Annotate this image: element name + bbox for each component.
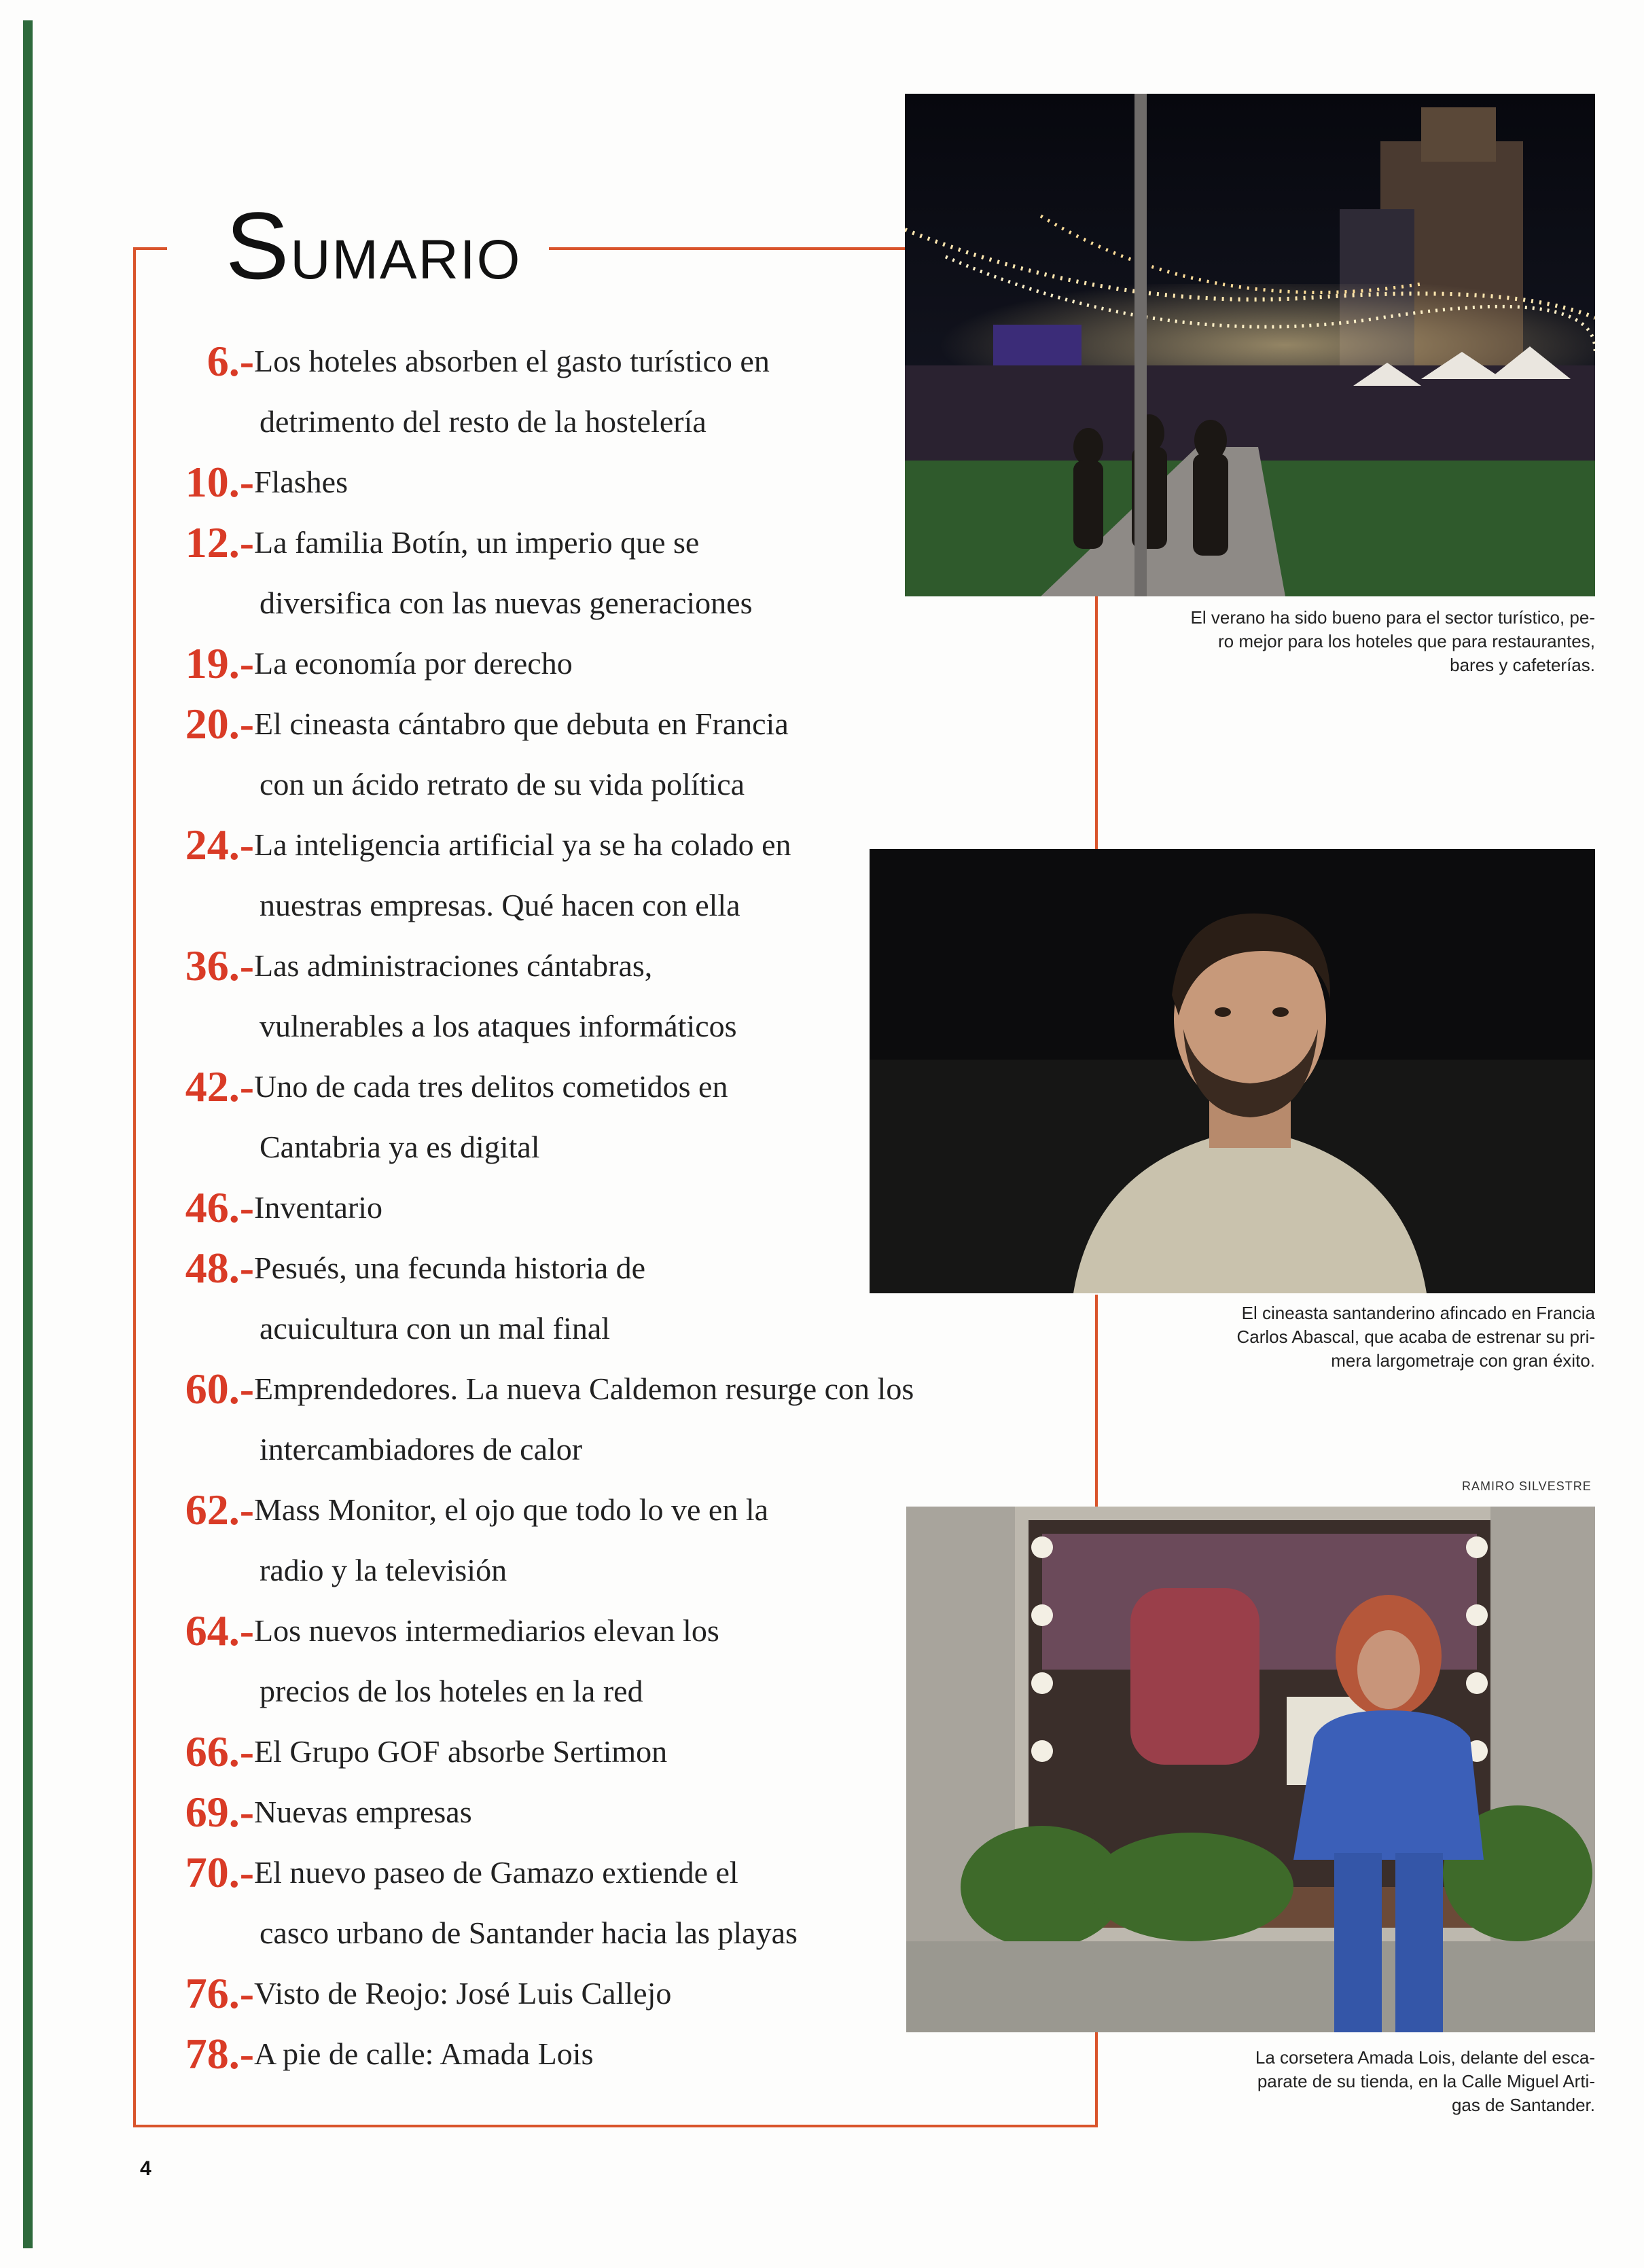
photo-filmmaker-portrait: [870, 849, 1595, 1293]
toc-title-line: vulnerables a los ataques informáticos: [260, 1009, 737, 1043]
toc-title-line: Mass Monitor, el ojo que todo lo ve en la: [254, 1492, 769, 1527]
toc-entry: [158, 1359, 1095, 1480]
caption-line: parate de su tienda, en la Calle Miguel Arti-: [1257, 2071, 1595, 2091]
frame-top-right: [549, 247, 908, 250]
toc-title-line: Los hoteles absorben el gasto turístico en: [254, 344, 770, 378]
toc-title-line: Los nuevos intermediarios elevan los: [254, 1613, 719, 1648]
toc-title-line: intercambiadores de calor: [260, 1432, 583, 1466]
photo-credit: RAMIRO SILVESTRE: [1462, 1479, 1592, 1493]
toc-title-line: Pesués, una fecunda historia de: [254, 1250, 646, 1285]
toc-title-line: Inventario: [254, 1190, 383, 1225]
toc-page-number: 42.-: [185, 1062, 254, 1111]
toc-title-line: Flashes: [254, 465, 348, 499]
toc-title-line: con un ácido retrato de su vida política: [260, 767, 745, 802]
toc-page-number: 19.-: [185, 639, 254, 687]
toc-page-number: 66.-: [185, 1727, 254, 1776]
caption-line: El verano ha sido bueno para el sector turístico, pe-: [1190, 607, 1595, 628]
toc-title-line: Visto de Reojo: José Luis Callejo: [254, 1976, 672, 2011]
toc-title-line: casco urbano de Santander hacia las playas: [260, 1915, 798, 1950]
caption-line: bares y cafeterías.: [1450, 655, 1595, 675]
toc-title-line: La familia Botín, un imperio que se: [254, 525, 700, 560]
toc-title-line: Uno de cada tres delitos cometidos en: [254, 1069, 728, 1104]
spine-bar: [23, 20, 33, 2248]
title-rest: UMARIO: [290, 229, 522, 291]
caption-line: gas de Santander.: [1451, 2095, 1595, 2115]
caption-line: Carlos Abascal, que acaba de estrenar su pri-: [1236, 1327, 1595, 1347]
page-title: [216, 192, 531, 299]
toc-page-number: 12.-: [185, 518, 254, 566]
toc-page-number: 10.-: [185, 458, 254, 506]
caption-line: La corsetera Amada Lois, delante del esca-: [1255, 2047, 1595, 2068]
toc-title-line: A pie de calle: Amada Lois: [254, 2036, 594, 2071]
toc-entry: [158, 634, 1095, 694]
caption-filmmaker: [978, 1301, 1595, 1373]
toc-title-line: nuestras empresas. Qué hacen con ella: [260, 888, 740, 922]
toc-page-number: 76.-: [185, 1969, 254, 2017]
toc-page-number: 36.-: [185, 941, 254, 990]
toc-page-number: 48.-: [185, 1244, 254, 1292]
caption-line: ro mejor para los hoteles que para restaurantes,: [1218, 631, 1595, 651]
toc-title-line: El cineasta cántabro que debuta en Francia: [254, 706, 789, 741]
shopfront-illustration: [906, 1507, 1595, 2032]
frame-left: [133, 247, 136, 2127]
toc-title-line: Las administraciones cántabras,: [254, 948, 653, 983]
toc-page-number: 78.-: [185, 2030, 254, 2078]
photo-summer-festival: [905, 94, 1595, 596]
toc-title-line: radio y la televisión: [260, 1553, 507, 1587]
toc-page-number: 46.-: [185, 1183, 254, 1231]
toc-page-number: 62.-: [185, 1486, 254, 1534]
caption-festival: [978, 606, 1595, 677]
toc-page-number: 6.-: [207, 337, 254, 385]
toc-page-number: 60.-: [185, 1365, 254, 1413]
toc-title-line: El nuevo paseo de Gamazo extiende el: [254, 1855, 738, 1890]
frame-bottom: [133, 2125, 1098, 2127]
caption-line: mera largometraje con gran éxito.: [1331, 1350, 1595, 1371]
toc-page-number: 24.-: [185, 821, 254, 869]
toc-title-line: Cantabria ya es digital: [260, 1130, 540, 1164]
toc-title-line: detrimento del resto de la hostelería: [260, 404, 707, 439]
caption-line: El cineasta santanderino afincado en Francia: [1241, 1303, 1595, 1323]
toc-title-line: diversifica con las nuevas generaciones: [260, 586, 753, 620]
toc-title-line: El Grupo GOF absorbe Sertimon: [254, 1734, 668, 1769]
page-number: 4: [140, 2157, 151, 2180]
photo-corsetmaker-shopfront: [906, 1507, 1595, 2032]
toc-title-line: La inteligencia artificial ya se ha colado en: [254, 827, 791, 862]
toc-entry: [158, 2024, 1095, 2085]
toc-page-number: 64.-: [185, 1606, 254, 1655]
toc-title-line: La economía por derecho: [254, 646, 573, 681]
toc-page-number: 20.-: [185, 700, 254, 748]
toc-title-line: precios de los hoteles en la red: [260, 1674, 643, 1708]
toc-page-number: 70.-: [185, 1848, 254, 1896]
festival-illustration: [905, 94, 1595, 596]
portrait-illustration: [870, 849, 1595, 1293]
frame-top-left: [133, 247, 167, 250]
toc-title-line: Emprendedores. La nueva Caldemon resurge con los: [254, 1371, 914, 1406]
title-initial: S: [226, 192, 291, 299]
toc-page-number: 69.-: [185, 1788, 254, 1836]
toc-title-line: acuicultura con un mal final: [260, 1311, 611, 1346]
caption-corsetmaker: [978, 2046, 1595, 2117]
toc-entry: [158, 694, 1095, 815]
toc-title-line: Nuevas empresas: [254, 1795, 472, 1829]
